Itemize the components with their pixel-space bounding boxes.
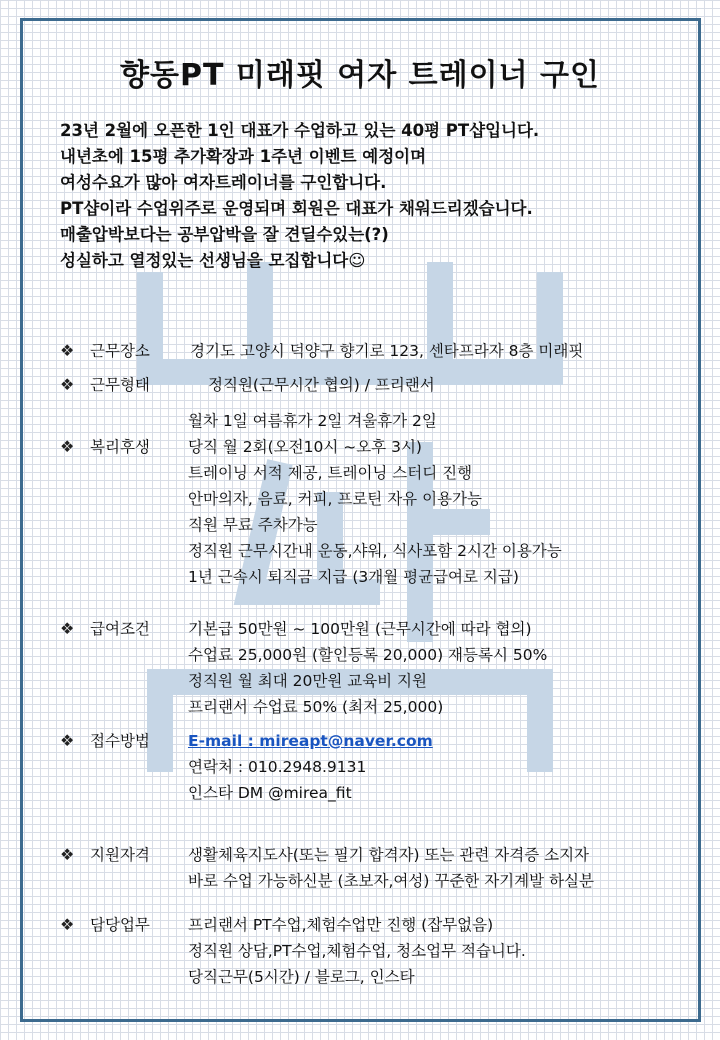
section-line: 트레이닝 서적 제공, 트레이닝 스터디 진행 [188,464,473,482]
section-line: 수업료 25,000원 (할인등록 20,000) 재등록시 50% [188,646,548,664]
intro-paragraph [60,118,680,274]
diamond-bullet-icon: ❖ [60,915,75,934]
page-title: 향동PT 미래핏 여자 트레이너 구인 [120,58,600,93]
intro-line: PT샵이라 수업위주로 운영되며 회원은 대표가 채워드리겠습니다. [60,199,533,218]
section-line: 안마의자, 음료, 커피, 프로틴 자유 이용가능 [188,490,482,508]
section-line: 1년 근속시 퇴직금 지급 (3개월 평균급여로 지급) [188,568,519,586]
diamond-bullet-icon: ❖ [60,437,75,456]
section-line: 정직원 근무시간내 운동,샤워, 식사포함 2시간 이용가능 [188,542,562,560]
section-label: 접수방법 [90,732,150,750]
intro-line: 매출압박보다는 공부압박을 잘 견딜수있는(?) [60,225,389,244]
diamond-bullet-icon: ❖ [60,619,75,638]
section-line: 경기도 고양시 덕양구 향기로 123, 센타프라자 8층 미래핏 [190,342,584,360]
intro-line: 성실하고 열정있는 선생님을 모집합니다☺ [60,251,366,270]
diamond-bullet-icon: ❖ [60,731,75,750]
section-line: 직원 무료 주차가능 [188,516,318,534]
section-label: 복리후생 [90,438,150,456]
section-line: 바로 수업 가능하신분 (초보자,여성) 꾸준한 자기계발 하실분 [188,872,594,890]
email-link[interactable]: E-mail : mireapt@naver.com [188,732,433,750]
section-line: 당직 월 2회(오전10시 ~오후 3시) [188,438,422,456]
section-line: 월차 1일 여름휴가 2일 겨울휴가 2일 [188,412,437,430]
phone-contact: 연락처 : 010.2948.9131 [188,758,367,776]
section-label: 근무형태 [90,376,150,394]
section-line: 생활체육지도사(또는 필기 합격자) 또는 관련 자격증 소지자 [188,846,590,864]
diamond-bullet-icon: ❖ [60,375,75,394]
diamond-bullet-icon: ❖ [60,341,75,360]
diamond-bullet-icon: ❖ [60,845,75,864]
section-label: 지원자격 [90,846,150,864]
instagram-contact: 인스타 DM @mirea_fit [188,784,352,802]
intro-line: 23년 2월에 오픈한 1인 대표가 수업하고 있는 40평 PT샵입니다. [60,121,540,140]
section-label: 근무장소 [90,342,150,360]
section-line: 프리랜서 PT수업,체험수업만 진행 (잡무없음) [188,916,494,934]
section-line: 정직원 상담,PT수업,체험수업, 청소업무 적습니다. [188,942,526,960]
intro-line: 내년초에 15평 추가확장과 1주년 이벤트 예정이며 [60,147,427,166]
section-line: 정직원(근무시간 협의) / 프리랜서 [208,376,435,394]
section-line: 프리랜서 수업료 50% (최저 25,000) [188,698,444,716]
intro-line: 여성수요가 많아 여자트레이너를 구인합니다. [60,173,387,192]
section-line: 기본급 50만원 ~ 100만원 (근무시간에 따라 협의) [188,620,532,638]
section-label: 담당업무 [90,916,150,934]
section-label: 급여조건 [90,620,150,638]
section-line: 정직원 월 최대 20만원 교육비 지원 [188,672,428,690]
section-line: 당직근무(5시간) / 블로그, 인스타 [188,968,415,986]
